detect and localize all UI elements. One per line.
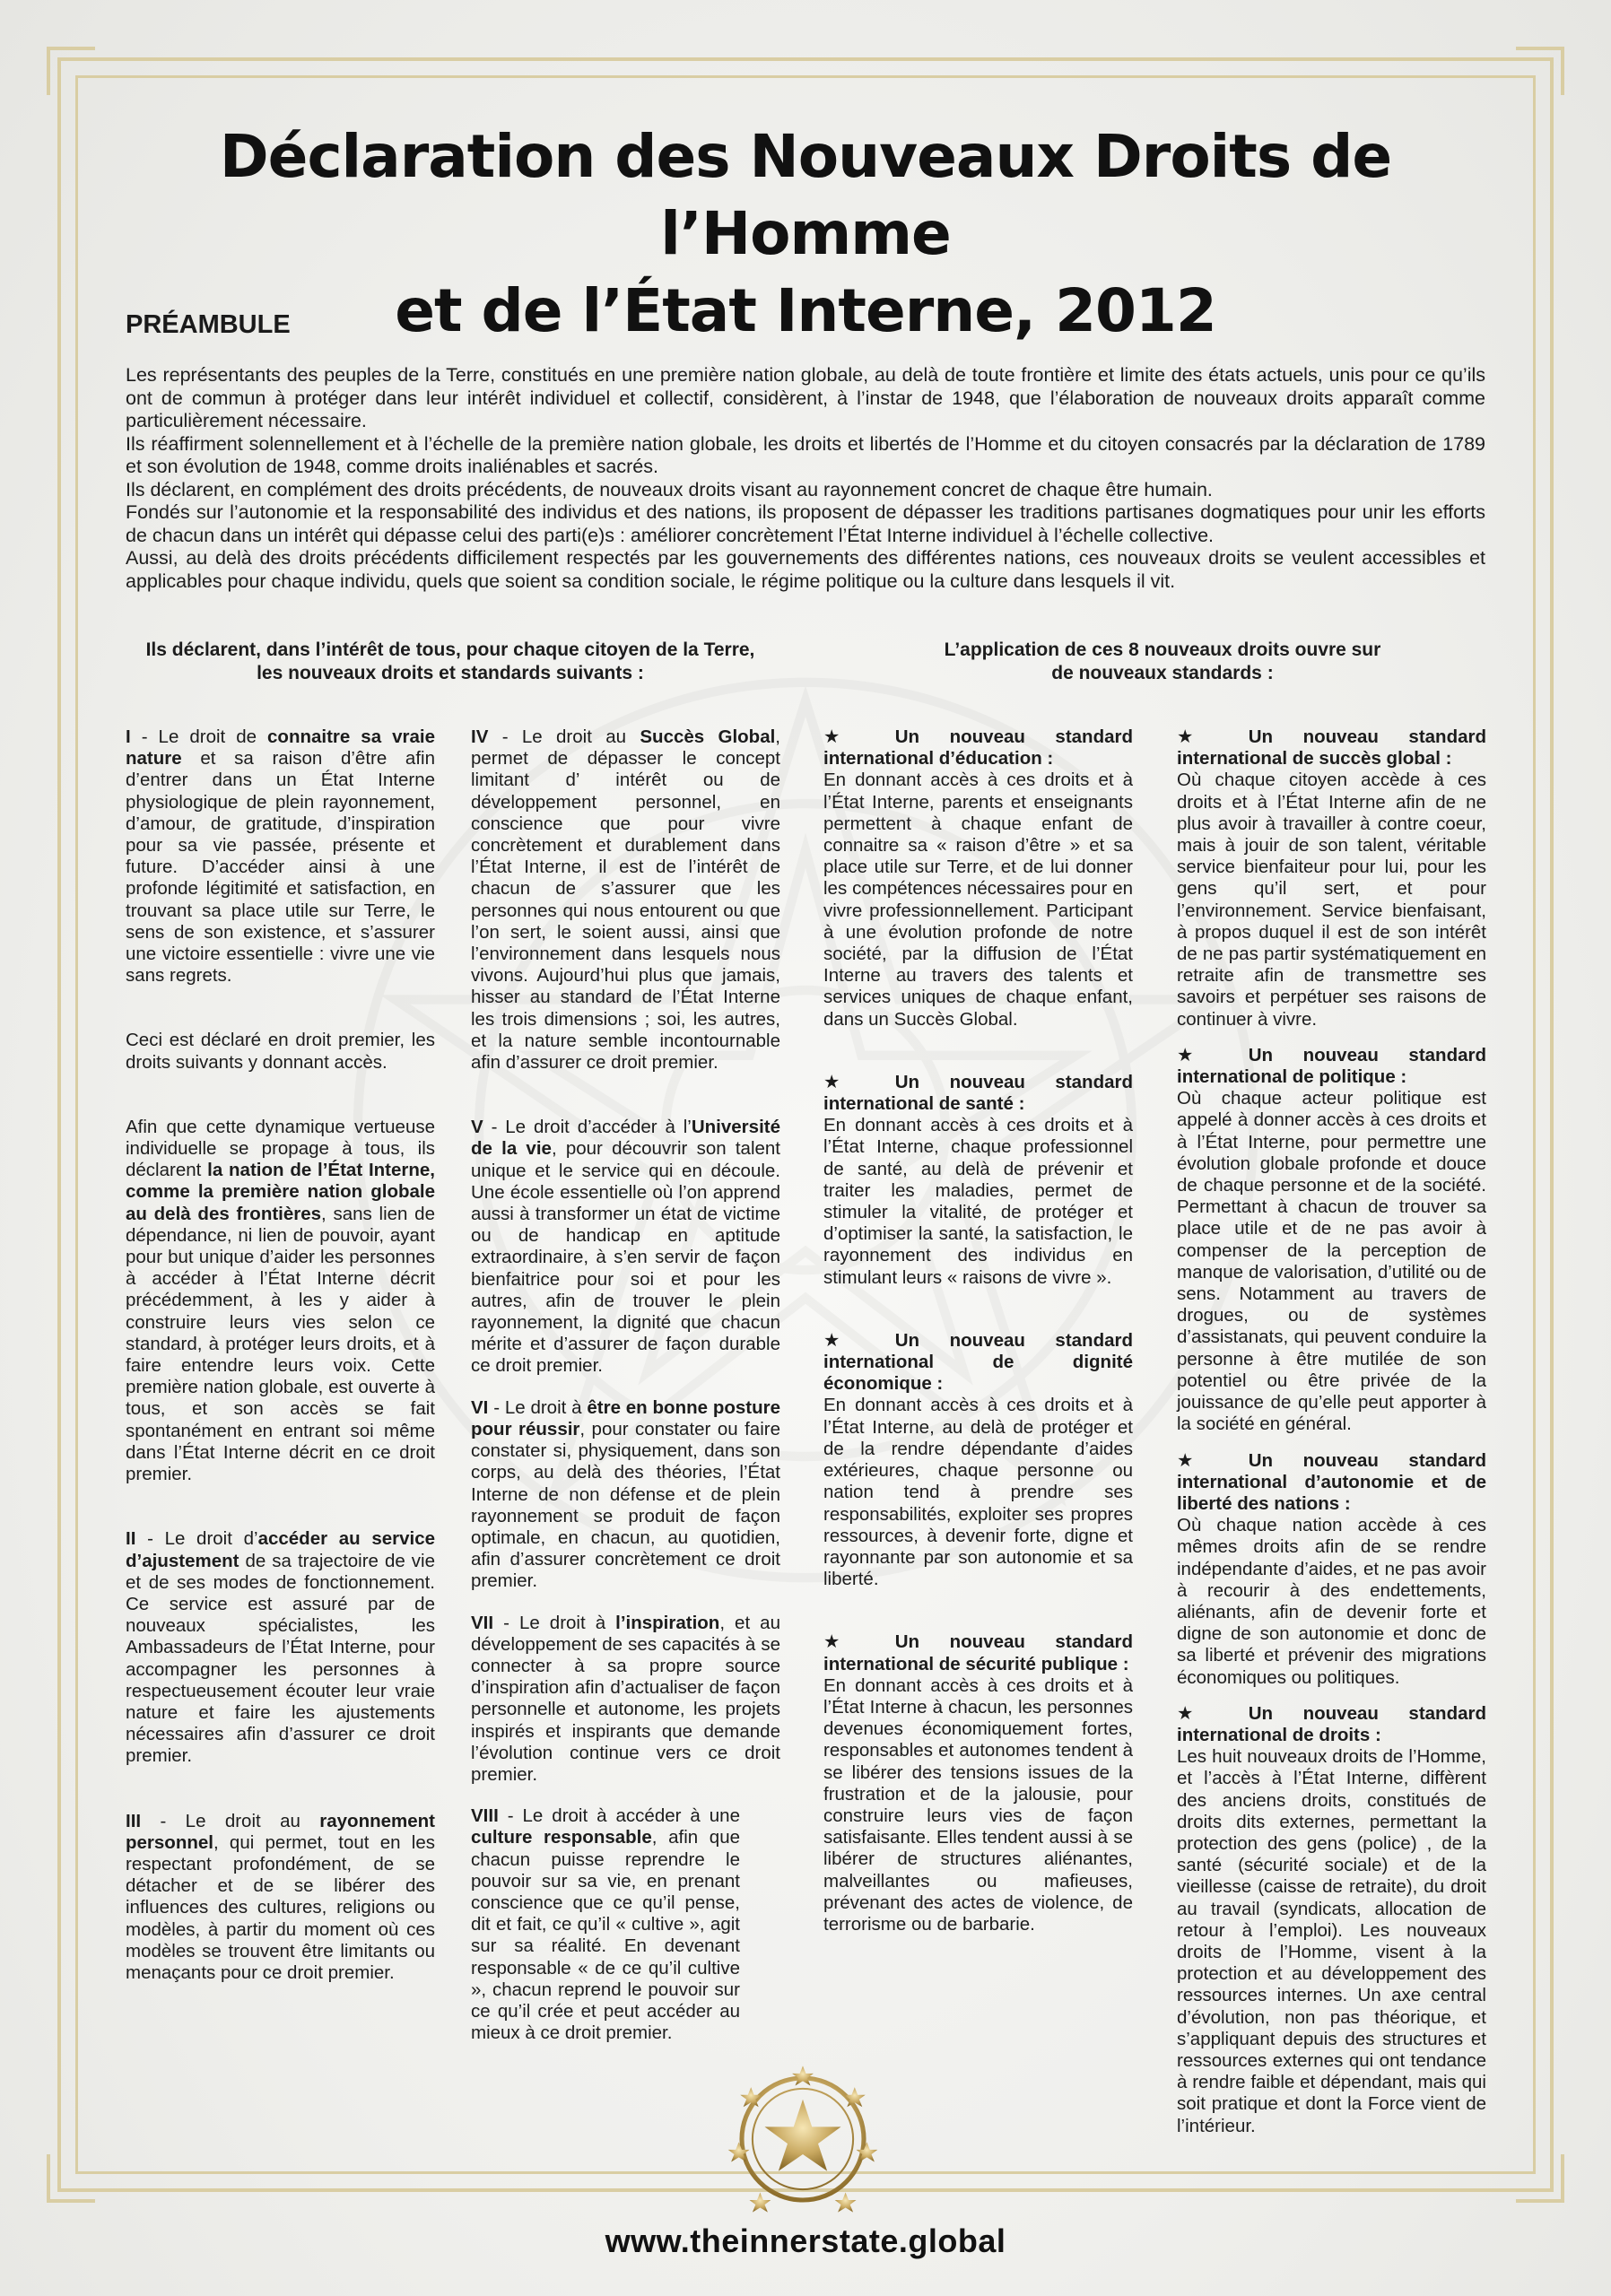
right-text: - Le droit à accéder à une (498, 1805, 740, 1827)
right-3 (126, 1811, 435, 1985)
star-icon: ★ (823, 726, 866, 747)
star-icon: ★ (1177, 726, 1219, 747)
standard-succes (1177, 726, 1486, 1031)
standard-title (1177, 726, 1486, 770)
standard-title (823, 726, 1133, 770)
standard-education (823, 726, 1133, 1031)
nation-text: Afin que cette dynamique vertueuse individuelle se propage à tous, ils déclarent (126, 1116, 435, 1181)
standard-title-text: Un nouveau standard international de droits : (1177, 1702, 1486, 1745)
preamble-text (126, 364, 1485, 593)
premier-declaration: Ceci est déclaré en droit premier, les droits suivants y donnant accès. (126, 1030, 435, 1073)
rights-section-heading (117, 639, 784, 685)
standard-body: Où chaque citoyen accède à ces droits et à l’État Interne afin de ne plus avoir à travailler à contre coeur, mais à jouir de son talent, véritable service bienfaiteur pour lui, pour les gens qu’il sert, et pour l’environnement. Service bienfaisant, à propos duquel il est de son intérêt de ne pas partir systématiquement en retraite afin de transmettre ses savoirs et perpétuer ses raisons de continuer à vivre. (1177, 770, 1486, 1030)
standard-title-text: Un nouveau standard international de sécurité publique : (823, 1631, 1133, 1674)
star-icon: ★ (1177, 1044, 1219, 1065)
standard-body: Où chaque acteur politique est appelé à donner accès à ces droits et à l’État Interne, pour permettre une évolution globale profonde et douce de chaque personne et de la société. Permettant à chacun de trouver sa place utile et de ne pas avoir à compenser de la perception de manque de valorisation, d’utilité ou de sens. Notamment au travers de drogues, ou de systèmes d’assistanats, qui peuvent conduire la personne à être mutilée de son potentiel ou être privée de la jouissance de qu’elle peut apporter à la société en général. (1177, 1088, 1486, 1435)
nation-text: , sans lien de dépendance, ni lien de pouvoir, ayant pour but unique d’aider les personnes à accéder à l’État Interne décrit précédemment, à les y aider à construire leurs vies selon ce standard, à protéger leurs droits, et à faire entendre leurs voix. Cette première nation globale, est ouverte à tous, et son accès se fait spontanément en entrant soi même dans l’État Interne décrit en ce droit premier. (126, 1203, 435, 1485)
rights-heading-line-1: Ils déclarent, dans l’intérêt de tous, pour chaque citoyen de la Terre, (145, 639, 755, 660)
rights-column-1 (126, 726, 435, 2027)
standard-title-text: Un nouveau standard international de succès global : (1177, 726, 1486, 770)
right-text: - Le droit à (488, 1396, 588, 1418)
standard-body: En donnant accès à ces droits et à l’État Interne, parents et enseignants permettent à chaque enfant de connaitre sa « raison d’être » et sa place utile sur Terre, et de lui donner les compétences nécessaires pour en vivre professionnellement. Participant à une évolution profonde de notre société, par la diffusion de l’État Interne au travers des talents et services uniques de chaque enfant, dans un Succès Global. (823, 770, 1133, 1030)
right-number: V (471, 1117, 483, 1138)
right-text: - Le droit de (130, 726, 268, 747)
star-icon: ★ (823, 1329, 866, 1351)
preamble-paragraph: Fondés sur l’autonomie et la responsabilité des individus et des nations, ils proposent de dépasser les traditions partisanes dogmatiques pour unir les efforts de chacun dans un intérêt qui dépasse celui des parti(e)s : améliorer concrètement l’État Interne individuel à l’échelle collective. (126, 501, 1485, 546)
right-text: , permet de dépasser le concept limitant d’ intérêt ou de développement personnel, en conscience que pour vivre concrètement et durablement dans l’État Interne, il est de l’intérêt de chacun de s’assurer que les personnes qui nous entourent ou que l’on sert, le soient aussi, ainsi que l’environnement dans lesquels nous vivons. Aujourd’hui plus que jamais, hisser au standard de l’État Interne les trois dimensions ; soi, les autres, et la nature semble incontournable afin d’assurer ce droit premier. (471, 726, 780, 1074)
standard-title (823, 1631, 1133, 1674)
gold-star-seal-icon (727, 2063, 879, 2215)
title-line-1: Déclaration des Nouveaux Droits de l’Homme (219, 122, 1392, 268)
right-text: , qui permet, tout en les respectant profondément, de se détacher et de se libérer des influences des cultures, religions ou modèles, à partir du moment où ces modèles se trouvent être limitants ou menaçants pour ce droit premier. (126, 1831, 435, 1983)
right-number: III (126, 1810, 142, 1831)
nation-emphasis: la nation de l’État Interne, comme la première nation globale au delà des frontières (126, 1160, 435, 1224)
standards-section-heading (813, 639, 1512, 685)
standard-body: Où chaque nation accède à ces mêmes droits afin de se rendre indépendante d’aides, et ne pas avoir à recourir à des endettements, aliénants, afin de devenir forte et digne de son autonomie et donc de sa liberté et prévenir des migrations économiques ou politiques. (1177, 1515, 1486, 1688)
rights-column-2 (471, 726, 780, 2087)
title-line-2: et de l’État Interne, 2012 (395, 276, 1216, 345)
standard-title (1177, 1450, 1486, 1516)
rights-heading-line-2: les nouveaux droits et standards suivants : (257, 663, 644, 683)
standard-body: En donnant accès à ces droits et à l’État Interne, chaque professionnel de santé, au delà de prévenir et traiter les maladies, permet de stimuler la vitalité, de protéger et d’optimiser la santé, la satisfaction, le rayonnement des individus en stimulant leurs « raisons de vivre ». (823, 1115, 1133, 1288)
standards-heading-line-2: de nouveaux standards : (1051, 663, 1274, 683)
right-emphasis: être en bonne posture pour réussir (471, 1396, 780, 1439)
right-text: , et au développement de ses capacités à se connecter à sa propre source d’inspiration afin d’actualiser de façon personnelle et autonome, les projets inspirés et inspirants que demande l’évolution continue vers ce droit premier. (471, 1612, 780, 1785)
right-emphasis: accéder au service d’ajustement (126, 1528, 436, 1571)
star-icon: ★ (823, 1631, 866, 1653)
right-8 (471, 1805, 740, 2044)
right-number: II (126, 1528, 136, 1550)
standard-dignite (823, 1330, 1133, 1590)
standard-autonomie (1177, 1450, 1486, 1689)
preamble-paragraph: Les représentants des peuples de la Terre, constitués en une première nation globale, au delà de toute frontière et limite des états actuels, unis pour ce qu’ils ont de commun à protéger dans leur intérêt individuel et collectif, considèrent, à l’instar de 1948, que l’élaboration de nouveaux droits apparaît comme particulièrement nécessaire. (126, 364, 1485, 431)
standard-politique (1177, 1045, 1486, 1436)
right-emphasis: Succès Global (640, 726, 776, 747)
right-text: - Le droit au (141, 1810, 320, 1831)
preamble-paragraph: Ils réaffirment solennellement et à l’échelle de la première nation globale, les droits et libertés de l’Homme et du citoyen consacrés par la déclaration de 1789 et son évolution de 1948, comme droits inaliénables et sacrés. (126, 432, 1485, 477)
standards-column-2 (1177, 726, 1486, 2152)
right-text: , afin que chacun puisse reprendre le pouvoir sur sa vie, en prenant conscience que ce qu’il pense, dit et fait, ce qu’il « cultive », agit sur sa réalité. En devenant responsable « de ce qu’il cultive », chacun reprend le pouvoir sur ce qu’il crée et peut accéder au mieux à ce droit premier. (471, 1827, 741, 2044)
right-1 (126, 726, 435, 987)
right-text: - Le droit au (488, 726, 640, 747)
standard-body: En donnant accès à ces droits et à l’État Interne, au delà de protéger et de la rendre dépendante d’aides extérieures, chaque personne ou nation tend à prendre ses responsabilités, exploiter ses propres ressources, à devenir forte, digne et rayonnante par son autonomie et sa liberté. (823, 1395, 1133, 1590)
right-emphasis: connaitre sa vraie nature (126, 726, 435, 770)
right-number: IV (471, 726, 489, 747)
star-icon: ★ (1177, 1702, 1219, 1724)
preamble-heading: PRÉAMBULE (126, 310, 291, 339)
right-emphasis: culture responsable (471, 1827, 652, 1848)
star-icon: ★ (823, 1071, 866, 1092)
right-6 (471, 1397, 780, 1593)
right-number: I (126, 726, 131, 747)
standard-title-text: Un nouveau standard international de politique : (1177, 1044, 1486, 1088)
right-text: , pour découvrir son talent unique et le service qui en découle. Une école essentielle où l’on apprend aussi à transformer un état de victime ou de handicap en aptitude extraordinaire, à s’en servir de façon bienfaitrice pour soi et pour les autres, afin de trouver le plein rayonnement, la dignité que chacun mérite et d’assurer de façon durable ce droit premier. (471, 1138, 780, 1377)
right-text: - Le droit d’ (135, 1528, 258, 1550)
right-emphasis: rayonnement personnel (126, 1810, 435, 1853)
standard-securite (823, 1631, 1133, 1935)
right-emphasis: l’inspiration (615, 1612, 720, 1633)
standard-body: Les huit nouveaux droits de l’Homme, et l’accès à l’État Interne, diffèrent des anciens droits, constitués de droits dits externes, permettant la protection des gens (police) , de la santé (sécurité sociale) et de la vieillesse (caisse de retraite), du droit au travail (syndicats, allocation de retour à l’emploi). Les nouveaux droits de l’Homme, visent à la protection et au développement des ressources internes. Un axe central d’évolution, non pas théorique, et s’appliquant depuis des structures et ressources externes qui ont tendance à rendre faible et dépendant, mais qui soit pratique et dont la Force vient de l’intérieur. (1177, 1746, 1486, 2136)
standards-column-1 (823, 726, 1133, 1977)
document-title (99, 118, 1512, 350)
right-number: VIII (471, 1805, 499, 1827)
standard-title (823, 1330, 1133, 1396)
nation-declaration (126, 1117, 435, 1485)
standard-body: En donnant accès à ces droits et à l’État Interne à chacun, les personnes devenues économiquement fortes, responsables et autonomes tendent à se libérer des tensions issues de la frustration et de la jalousie, pour construire leurs vies de façon satisfaisante. Elles tendent aussi à se libérer de structures aliénantes, malveillantes ou mafieuses, prévenant des actes de violence, de terrorisme ou de barbarie. (823, 1674, 1133, 1935)
website-url[interactable]: www.theinnerstate.global (605, 2222, 1006, 2259)
standard-title (1177, 1045, 1486, 1088)
standard-sante (823, 1072, 1133, 1289)
star-icon: ★ (1177, 1449, 1219, 1471)
standards-heading-line-1: L’application de ces 8 nouveaux droits ouvre sur (944, 639, 1381, 660)
right-text: - Le droit à (493, 1612, 616, 1633)
right-number: VII (471, 1612, 494, 1633)
right-4 (471, 726, 780, 1074)
preamble-paragraph: Aussi, au delà des droits précédents difficilement respectés par les gouvernements des différentes nations, ces nouveaux droits se veulent accessibles et applicables pour chaque individu, quels que soient sa condition sociale, le régime politique ou la culture dans lesquels il vit. (126, 547, 1485, 592)
standard-title (823, 1072, 1133, 1115)
standard-droits (1177, 1703, 1486, 2137)
standard-title (1177, 1703, 1486, 1746)
right-text: de sa trajectoire de vie et de ses modes de fonctionnement. Ce service est assuré par de nouveaux spécialistes, les Ambassadeurs de l’État Interne, pour accompagner les personnes à respectueusement écouter leur vraie nature et faire les ajustements nécessaires afin d’assurer ce droit premier. (126, 1550, 435, 1767)
right-emphasis: Université de la vie (471, 1117, 780, 1160)
right-text: - Le droit d’accéder à l’ (483, 1117, 692, 1138)
preamble-paragraph: Ils déclarent, en complément des droits précédents, de nouveaux droits visant au rayonnement concret de chaque être humain. (126, 478, 1213, 500)
standard-title-text: Un nouveau standard international d’éducation : (823, 726, 1133, 770)
right-5 (471, 1117, 780, 1377)
right-number: VI (471, 1396, 489, 1418)
right-text: et sa raison d’être afin d’entrer dans un État Interne physiologique de plein rayonnement, d’amour, de gratitude, d’inspiration pour sa vie passée, présente et future. D’accéder ainsi à une profonde légitimité et satisfaction, en trouvant sa place utile sur Terre, le sens de son existence, et s’assurer une victoire essentielle : vivre une vie sans regrets. (126, 748, 435, 987)
standard-title-text: Un nouveau standard international de dignité économique : (823, 1329, 1133, 1395)
right-text: , pour constater ou faire constater si, physiquement, dans son corps, au delà des théories, l’État Interne de non défense et de plein rayonnement se produit de façon optimale, en chacun, au quotidien, afin d’assurer concrètement ce droit premier. (471, 1418, 780, 1592)
right-2 (126, 1528, 435, 1767)
right-7 (471, 1613, 780, 1787)
standard-title-text: Un nouveau standard international de santé : (823, 1071, 1133, 1115)
standard-title-text: Un nouveau standard international d’autonomie et de liberté des nations : (1177, 1449, 1486, 1514)
